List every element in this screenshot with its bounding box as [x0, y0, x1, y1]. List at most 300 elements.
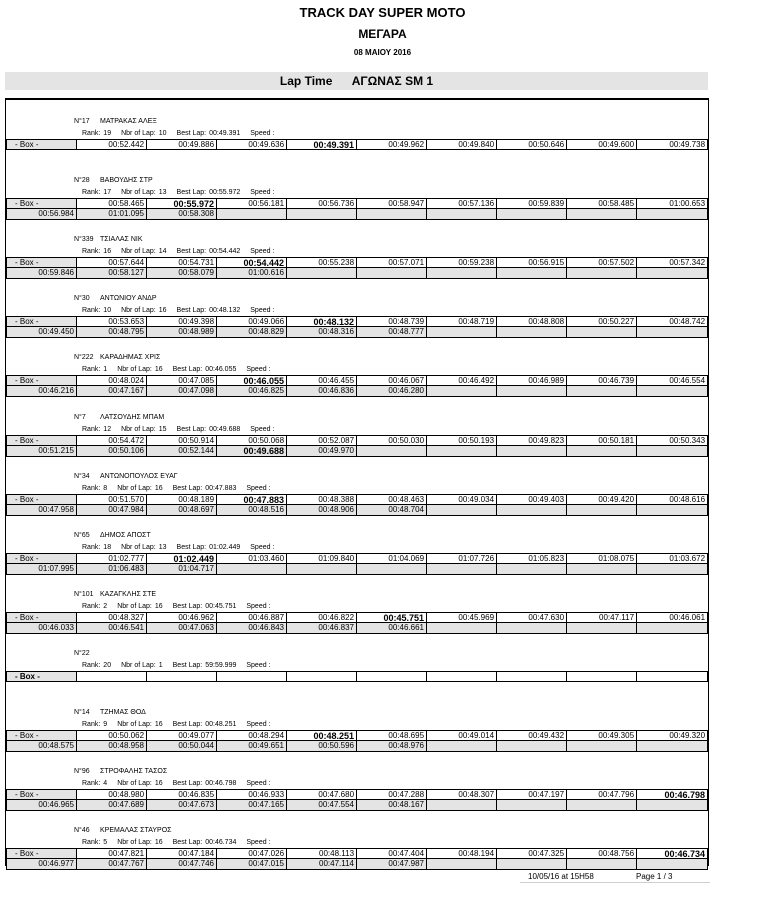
stat-label: Nbr of Lap: — [121, 543, 156, 551]
stat-label: Best Lap: — [172, 721, 203, 728]
lap-time-cell: 00:47.085 — [147, 376, 217, 385]
stat-best-lap — [177, 189, 241, 196]
stat-value: 17 — [103, 189, 112, 197]
lap-time-cell: 00:48.132 — [287, 317, 357, 326]
empty-cell — [637, 209, 707, 219]
stat-value: 01:02.449 — [209, 543, 241, 551]
rider-header — [74, 472, 178, 481]
stat-label: Rank: — [82, 366, 101, 374]
lap-row — [6, 386, 708, 397]
stat-speed — [246, 662, 273, 669]
empty-cell — [567, 209, 637, 219]
stat-value: 00:49.391 — [209, 130, 241, 137]
lap-time-cell: 00:48.316 — [287, 327, 357, 337]
lap-time-cell: 00:50.596 — [287, 741, 357, 751]
empty-cell — [637, 800, 707, 810]
lap-time-cell: 00:46.067 — [357, 376, 427, 385]
empty-cell — [637, 564, 707, 574]
rider-name: ΚΑΡΑΔΗΜΑΣ ΧΡΙΣ — [100, 354, 161, 362]
stat-speed — [250, 248, 277, 255]
rider-block — [6, 117, 708, 175]
rider-number: N°339 — [74, 236, 94, 244]
empty-cell — [217, 209, 287, 219]
stat-label: Nbr of Lap: — [117, 839, 152, 847]
lap-time-cell: 00:50.646 — [497, 140, 567, 149]
lap-time-cell: 00:46.798 — [664, 790, 706, 800]
rider-number: N°28 — [74, 177, 90, 185]
rider-number: N°17 — [74, 118, 90, 125]
stat-label: Rank: — [82, 189, 101, 197]
lap-time-cell: 00:50.044 — [147, 741, 217, 751]
rider-block — [6, 235, 708, 293]
lap-time-cell — [147, 672, 217, 681]
rider-block — [6, 294, 708, 352]
lap-time-cell: 00:50.914 — [147, 436, 217, 445]
stat-rank — [82, 603, 107, 610]
lap-time-cell: 00:48.113 — [287, 849, 357, 858]
stat-label: Speed : — [250, 307, 275, 315]
rider-header — [74, 294, 157, 303]
race-label: ΑΓΩΝΑΣ SM 1 — [351, 74, 434, 88]
rider-name: ΜΑΤΡΑΚΑΣ ΑΛΕΞ — [100, 118, 157, 125]
lap-time-cell: 00:57.071 — [357, 258, 427, 267]
lap-row — [6, 623, 708, 634]
stat-best-lap — [177, 426, 241, 433]
stat-label: Nbr of Lap: — [117, 484, 152, 492]
lap-time-cell: 00:51.215 — [7, 446, 77, 456]
lap-time-cell: 00:48.695 — [357, 731, 427, 740]
stat-best-lap — [177, 307, 241, 314]
rider-block — [6, 531, 708, 589]
rider-header — [74, 826, 171, 835]
rider-header — [74, 590, 156, 599]
lap-row — [6, 564, 708, 575]
rider-stats — [82, 129, 287, 138]
lap-time-cell: 00:49.886 — [147, 140, 217, 149]
stat-value: 16 — [154, 484, 163, 492]
lap-time-cell: 00:48.251 — [287, 731, 357, 740]
stat-value: 16 — [154, 839, 163, 847]
empty-cell — [567, 859, 637, 869]
lap-time-cell: 00:48.697 — [147, 505, 217, 515]
lap-time-cell: 00:49.970 — [287, 446, 357, 456]
lap-time-cell: 00:47.984 — [77, 505, 147, 515]
lap-row — [6, 671, 708, 682]
rider-header — [74, 708, 146, 717]
stat-rank — [82, 544, 111, 551]
stat-rank — [82, 189, 111, 196]
lap-row — [6, 800, 708, 811]
lap-time-cell: 00:46.541 — [77, 623, 147, 633]
box-cell: - Box - — [7, 672, 77, 681]
lap-time-cell: 00:50.343 — [669, 435, 706, 445]
rider-name: ΑΝΤΩΝΙΟΥ ΑΝΔΡ — [100, 295, 157, 303]
lap-time-cell: 01:06.483 — [77, 564, 147, 574]
lap-time-cell: 00:49.034 — [427, 495, 497, 504]
stat-best-lap — [173, 662, 237, 669]
lap-time-cell: 00:47.680 — [287, 790, 357, 799]
lap-time-cell: 00:48.980 — [77, 790, 147, 799]
lap-time-cell: 00:59.238 — [427, 258, 497, 267]
lap-time-cell: 00:46.216 — [7, 386, 77, 396]
stat-label: Best Lap: — [176, 130, 207, 137]
stat-best-lap — [177, 130, 241, 137]
empty-cell — [497, 800, 567, 810]
rider-number: N°101 — [74, 590, 94, 598]
printed-timestamp: 10/05/16 at 15H58 — [528, 872, 594, 881]
stat-label: Best Lap: — [176, 189, 207, 197]
lap-time-cell: 00:48.194 — [427, 849, 497, 858]
empty-cell — [637, 623, 707, 633]
stat-label: Speed : — [250, 248, 275, 256]
rider-name: ΤΣΙΑΛΑΣ ΝΙΚ — [100, 236, 143, 244]
stat-label: Nbr of Lap: — [121, 130, 156, 137]
lap-time-cell: 01:03.460 — [217, 554, 287, 563]
lap-time-cell: 00:49.420 — [567, 495, 637, 504]
stat-value: 15 — [158, 425, 167, 433]
lap-time-cell: 00:49.014 — [427, 731, 497, 740]
lap-time-cell — [357, 672, 427, 681]
lap-time-cell: 00:47.689 — [77, 800, 147, 810]
empty-cell — [567, 741, 637, 751]
lap-row — [6, 139, 708, 150]
lap-time-cell: 00:47.015 — [217, 859, 287, 869]
lap-time-cell — [77, 672, 147, 681]
lap-time-cell: 00:48.808 — [497, 317, 567, 326]
stat-label: Rank: — [82, 307, 101, 315]
stat-label: Best Lap: — [172, 661, 203, 669]
stat-value: 16 — [103, 248, 112, 256]
empty-cell — [287, 564, 357, 574]
stat-value: 20 — [103, 661, 112, 669]
stat-nbr-laps — [117, 603, 162, 610]
rider-block — [6, 353, 708, 411]
rider-block — [6, 413, 708, 471]
stat-label: Rank: — [82, 780, 101, 788]
rider-number: N°46 — [74, 827, 90, 835]
lap-time-cell: 00:46.836 — [287, 386, 357, 396]
stat-value: 16 — [154, 366, 163, 374]
lap-time-cell: 00:49.738 — [669, 140, 706, 149]
stat-label: Rank: — [82, 602, 101, 610]
lap-time-cell: 00:47.958 — [7, 505, 77, 515]
rider-header — [74, 176, 153, 185]
stat-label: Speed : — [246, 602, 271, 610]
lap-time-cell: 00:47.630 — [497, 613, 567, 622]
lap-time-cell: 00:54.731 — [147, 258, 217, 267]
lap-time-cell: 00:49.651 — [217, 741, 287, 751]
lap-row — [6, 730, 708, 741]
empty-cell — [637, 386, 707, 396]
lap-time-cell: 00:55.238 — [287, 258, 357, 267]
stat-label: Best Lap: — [172, 366, 203, 374]
lap-time-cell: 00:54.442 — [217, 258, 287, 267]
lap-time-cell: 00:49.320 — [669, 731, 706, 740]
stat-label: Rank: — [82, 130, 101, 137]
lap-row — [6, 446, 708, 457]
lap-time-cell: 00:50.068 — [217, 436, 287, 445]
lap-time-cell — [287, 672, 357, 681]
empty-cell — [357, 209, 427, 219]
lap-time-cell: 00:56.984 — [7, 209, 77, 219]
lap-row — [6, 553, 708, 564]
rider-block — [6, 826, 708, 884]
lap-time-cell: 00:49.600 — [567, 140, 637, 149]
lap-row — [6, 316, 708, 327]
lap-time-cell: 00:47.026 — [217, 849, 287, 858]
report-date: 08 ΜΑΙΟΥ 2016 — [353, 48, 412, 57]
lap-time-cell: 00:49.840 — [427, 140, 497, 149]
lap-time-cell: 01:03.672 — [669, 553, 706, 563]
lap-row — [6, 268, 708, 279]
lap-time-cell: 00:48.989 — [147, 327, 217, 337]
lap-time-cell: 00:48.958 — [77, 741, 147, 751]
stat-value: 00:54.442 — [209, 248, 241, 256]
lap-time-cell: 00:48.307 — [427, 790, 497, 799]
empty-cell — [497, 209, 567, 219]
stat-label: Best Lap: — [176, 425, 207, 433]
stat-label: Nbr of Lap: — [117, 602, 152, 610]
stat-label: Speed : — [246, 366, 271, 374]
stat-best-lap — [177, 248, 241, 255]
stat-nbr-laps — [117, 780, 162, 787]
rider-name: ΛΑΤΣΟΥΔΗΣ ΜΠΑΜ — [100, 413, 165, 421]
lap-time-cell: 00:48.829 — [217, 327, 287, 337]
stat-nbr-laps — [121, 307, 166, 314]
lap-time-cell: 00:48.024 — [77, 376, 147, 385]
stat-speed — [246, 603, 273, 610]
stat-speed — [250, 307, 277, 314]
box-cell: - Box - — [7, 199, 77, 208]
stat-speed — [246, 366, 273, 373]
lap-time-cell: 00:45.751 — [357, 613, 427, 622]
stat-label: Best Lap: — [176, 248, 207, 256]
empty-cell — [427, 741, 497, 751]
lap-time-cell: 00:59.846 — [7, 268, 77, 278]
empty-cell — [567, 268, 637, 278]
stat-value: 8 — [103, 484, 108, 492]
lap-time-cell: 00:46.492 — [427, 376, 497, 385]
stat-label: Rank: — [82, 484, 101, 492]
lap-time-cell: 01:07.995 — [7, 564, 77, 574]
lap-time-cell: 00:49.391 — [287, 140, 357, 149]
lap-time-cell: 00:46.033 — [7, 623, 77, 633]
empty-cell — [567, 564, 637, 574]
stat-value: 16 — [154, 780, 163, 788]
empty-cell — [567, 327, 637, 337]
lap-time-cell: 00:48.976 — [357, 741, 427, 751]
stat-value: 14 — [158, 248, 167, 256]
lap-time-cell — [567, 672, 637, 681]
stat-nbr-laps — [117, 485, 162, 492]
stat-label: Speed : — [246, 484, 271, 492]
lap-time-cell: 00:49.077 — [147, 731, 217, 740]
stat-value: 13 — [158, 189, 167, 197]
stat-nbr-laps — [117, 839, 162, 846]
rider-name: ΤΖΗΜΑΣ ΘΟΔ — [100, 709, 146, 716]
rider-name: ΚΡΕΜΑΛΑΣ ΣΤΑΥΡΟΣ — [100, 827, 172, 835]
lap-time-cell: 00:46.739 — [567, 376, 637, 385]
lap-row — [6, 612, 708, 623]
stat-best-lap — [177, 544, 241, 551]
rider-block — [6, 708, 708, 766]
stat-label: Nbr of Lap: — [117, 780, 152, 788]
stat-label: Nbr of Lap: — [117, 366, 152, 374]
stat-label: Speed : — [246, 721, 271, 728]
empty-cell — [497, 327, 567, 337]
rider-number: N°34 — [74, 472, 90, 480]
results-frame — [5, 98, 709, 869]
lap-time-cell — [427, 672, 497, 681]
rider-block — [6, 590, 708, 648]
lap-time-cell: 00:49.962 — [357, 140, 427, 149]
empty-cell — [567, 386, 637, 396]
lap-time-cell: 00:50.106 — [77, 446, 147, 456]
lap-time-cell: 00:47.063 — [147, 623, 217, 633]
box-cell: - Box - — [7, 258, 77, 267]
rider-stats — [82, 484, 284, 493]
lap-time-cell: 00:49.450 — [7, 327, 77, 337]
lap-time-cell: 01:00.653 — [669, 199, 706, 209]
stat-value: 59:59.999 — [205, 661, 237, 669]
empty-cell — [427, 386, 497, 396]
stat-value: 4 — [103, 780, 108, 788]
lap-row — [6, 198, 708, 209]
lap-time-cell: 00:46.554 — [669, 376, 706, 386]
lap-row — [6, 494, 708, 505]
rider-block — [6, 649, 708, 707]
rider-name: ΑΝΤΩΝΟΠΟΥΛΟΣ ΕΥΑΓ — [100, 472, 178, 480]
lap-time-cell: 00:47.117 — [567, 613, 637, 622]
lap-time-cell — [497, 672, 567, 681]
empty-cell — [427, 446, 497, 456]
lap-time-cell: 00:49.066 — [217, 317, 287, 326]
stat-nbr-laps — [117, 721, 162, 728]
rider-name: ΔΗΜΟΣ ΑΠΟΣΤ — [100, 531, 151, 539]
stat-value: 00:55.972 — [209, 189, 241, 197]
stat-value: 10 — [158, 130, 167, 137]
lap-time-cell: 00:47.114 — [287, 859, 357, 869]
stat-value: 00:46.734 — [205, 839, 237, 847]
stat-label: Rank: — [82, 721, 101, 728]
lap-time-cell: 01:07.726 — [427, 554, 497, 563]
empty-cell — [637, 859, 707, 869]
stat-value: 9 — [103, 721, 108, 728]
lap-time-cell: 00:57.644 — [77, 258, 147, 267]
lap-time-cell: 00:52.144 — [147, 446, 217, 456]
lap-time-cell: 00:57.502 — [567, 258, 637, 267]
empty-cell — [497, 268, 567, 278]
stat-best-lap — [173, 839, 237, 846]
stat-label: Rank: — [82, 661, 101, 669]
rider-name: ΒΑΒΟΥΔΗΣ ΣΤΡ — [100, 177, 153, 185]
box-cell: - Box - — [7, 731, 77, 740]
rider-stats — [82, 188, 287, 197]
stat-speed — [250, 189, 277, 196]
lap-time-cell: 00:48.739 — [357, 317, 427, 326]
lap-time-cell: 01:08.075 — [567, 554, 637, 563]
rider-stats — [82, 543, 287, 552]
rider-stats — [82, 661, 284, 670]
stat-value: 00:47.883 — [205, 484, 237, 492]
lap-time-cell: 00:46.055 — [217, 376, 287, 385]
lap-time-cell: 00:58.485 — [567, 199, 637, 208]
rider-number: N°96 — [74, 768, 90, 776]
lap-time-cell: 00:46.822 — [287, 613, 357, 622]
lap-time-cell: 00:47.197 — [497, 790, 567, 799]
stat-label: Speed : — [246, 839, 271, 847]
empty-cell — [497, 505, 567, 515]
empty-cell — [567, 800, 637, 810]
stat-best-lap — [173, 366, 237, 373]
stat-label: Speed : — [250, 543, 275, 551]
lap-time-cell: 00:49.305 — [567, 731, 637, 740]
rider-block — [6, 472, 708, 530]
lap-time-cell: 00:46.455 — [287, 376, 357, 385]
rider-number: N°14 — [74, 709, 90, 716]
empty-cell — [427, 268, 497, 278]
stat-value: 00:49.688 — [209, 425, 241, 433]
stat-value: 2 — [103, 602, 108, 610]
lap-time-cell: 00:47.167 — [77, 386, 147, 396]
lap-time-cell: 00:46.061 — [669, 612, 706, 622]
lap-time-cell: 00:47.987 — [357, 859, 427, 869]
empty-cell — [637, 446, 707, 456]
lap-time-cell — [637, 672, 707, 681]
lap-time-cell: 00:58.947 — [357, 199, 427, 208]
stat-rank — [82, 485, 107, 492]
stat-label: Nbr of Lap: — [117, 721, 152, 728]
rider-number: N°7 — [74, 413, 86, 421]
empty-cell — [427, 327, 497, 337]
lap-time-cell: 00:58.079 — [147, 268, 217, 278]
lap-row — [6, 435, 708, 446]
empty-cell — [637, 741, 707, 751]
lap-time-cell: 00:45.969 — [427, 613, 497, 622]
rider-header — [74, 353, 160, 362]
stat-value: 18 — [103, 543, 112, 551]
lap-time-cell: 00:47.673 — [147, 800, 217, 810]
lap-time-cell: 00:49.432 — [497, 731, 567, 740]
lap-time-cell: 00:47.098 — [147, 386, 217, 396]
lap-time-cell: 00:56.736 — [287, 199, 357, 208]
lap-time-cell: 00:47.796 — [567, 790, 637, 799]
lap-time-cell: 00:58.308 — [147, 209, 217, 219]
rider-stats — [82, 602, 284, 611]
rider-stats — [82, 306, 287, 315]
rider-stats — [82, 838, 284, 847]
lap-time-cell: 00:48.516 — [217, 505, 287, 515]
stat-label: Speed : — [250, 425, 275, 433]
lap-time-cell: 01:09.840 — [287, 554, 357, 563]
stat-label: Best Lap: — [172, 484, 203, 492]
lap-row — [6, 859, 708, 870]
rider-stats — [82, 425, 287, 434]
empty-cell — [497, 859, 567, 869]
stat-label: Best Lap: — [176, 307, 207, 315]
stat-best-lap — [173, 485, 237, 492]
lap-time-cell: 00:50.062 — [77, 731, 147, 740]
stat-label: Rank: — [82, 425, 101, 433]
report-location: ΜΕΓΑΡΑ — [358, 27, 407, 41]
lap-time-cell: 00:57.136 — [427, 199, 497, 208]
lap-row — [6, 209, 708, 220]
stat-best-lap — [173, 603, 237, 610]
stat-rank — [82, 780, 107, 787]
stat-nbr-laps — [121, 544, 166, 551]
lap-row — [6, 375, 708, 386]
box-cell: - Box - — [7, 554, 77, 563]
